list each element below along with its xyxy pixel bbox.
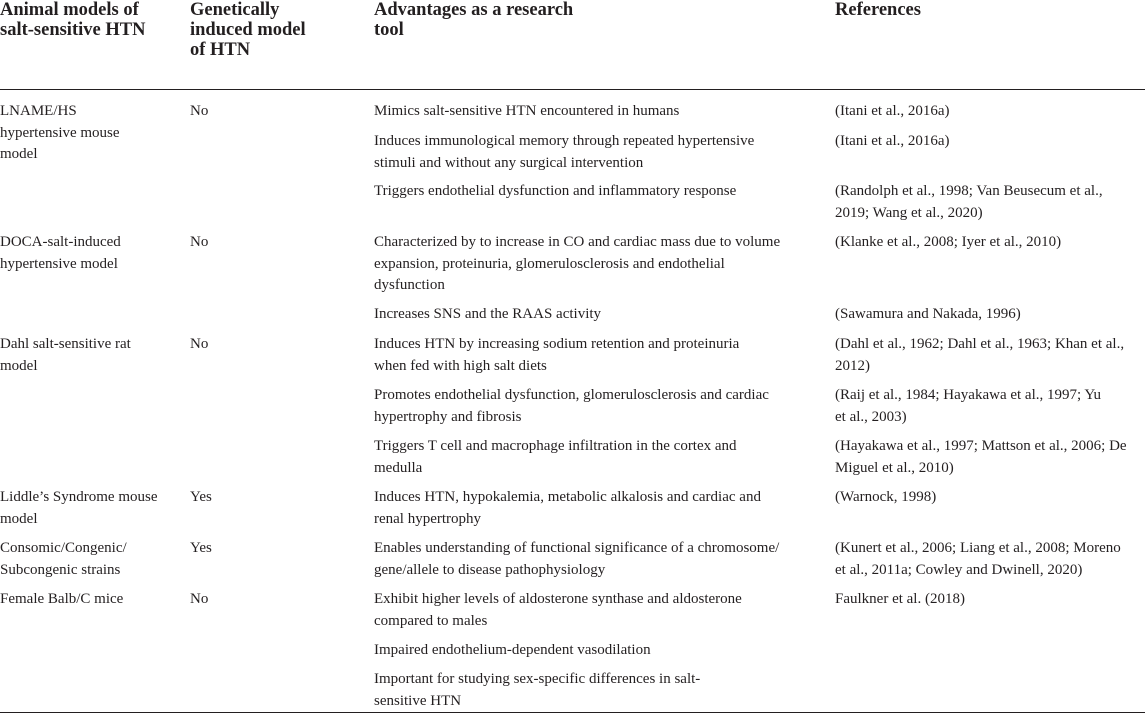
model-cell: Female Balb/C mice	[0, 591, 124, 607]
advantage-cell: Exhibit higher levels of aldosterone synthase and aldosterone compared to males	[374, 591, 742, 629]
model-cell: DOCA-salt-induced hypertensive model	[0, 234, 121, 272]
model-cell: Dahl salt-sensitive rat model	[0, 336, 131, 374]
advantage-cell: Mimics salt-sensitive HTN encountered in humans	[374, 103, 680, 119]
genetic-cell: No	[190, 234, 209, 250]
header-references: References	[835, 0, 921, 20]
genetic-cell: No	[190, 336, 209, 352]
header-genetically-induced: Genetically induced model of HTN	[190, 0, 306, 60]
reference-cell: (Randolph et al., 1998; Van Beusecum et al., 2019; Wang et al., 2020)	[835, 183, 1103, 221]
advantage-cell: Enables understanding of functional significance of a chromosome/ gene/allele to disease pathophysiology	[374, 540, 780, 578]
advantage-cell: Induces HTN by increasing sodium retention and proteinuria when fed with high salt diets	[374, 336, 740, 374]
reference-cell: (Itani et al., 2016a)	[835, 133, 950, 149]
reference-cell: (Kunert et al., 2006; Liang et al., 2008; Moreno et al., 2011a; Cowley and Dwinell, 2020)	[835, 540, 1121, 578]
reference-cell: (Warnock, 1998)	[835, 489, 937, 505]
reference-cell: (Hayakawa et al., 1997; Mattson et al., 2006; De Miguel et al., 2010)	[835, 438, 1127, 476]
genetic-cell: No	[190, 591, 209, 607]
model-cell: Liddle’s Syndrome mouse model	[0, 489, 158, 527]
advantage-cell: Characterized by to increase in CO and cardiac mass due to volume expansion, proteinuria, glomerulosclerosis and endothelial dysfunction	[374, 234, 781, 294]
reference-cell: (Klanke et al., 2008; Iyer et al., 2010)	[835, 234, 1062, 250]
advantage-cell: Impaired endothelium-dependent vasodilation	[374, 642, 651, 658]
table-bottom-rule	[0, 712, 1145, 713]
header-advantages: Advantages as a research tool	[374, 0, 574, 40]
header-animal-models: Animal models of salt-sensitive HTN	[0, 0, 146, 40]
advantage-cell: Increases SNS and the RAAS activity	[374, 306, 602, 322]
reference-cell: Faulkner et al. (2018)	[835, 591, 965, 607]
table-header	[0, 0, 1145, 90]
genetic-cell: Yes	[190, 540, 212, 556]
model-cell: Consomic/Congenic/ Subcongenic strains	[0, 540, 127, 578]
advantage-cell: Induces immunological memory through repeated hypertensive stimuli and without any surgical intervention	[374, 133, 755, 171]
reference-cell: (Raij et al., 1984; Hayakawa et al., 1997; Yu et al., 2003)	[835, 387, 1102, 425]
advantage-cell: Triggers T cell and macrophage infiltration in the cortex and medulla	[374, 438, 737, 476]
genetic-cell: Yes	[190, 489, 212, 505]
advantage-cell: Important for studying sex-specific differences in salt- sensitive HTN	[374, 671, 701, 709]
model-cell: LNAME/HS hypertensive mouse model	[0, 103, 120, 163]
reference-cell: (Dahl et al., 1962; Dahl et al., 1963; Khan et al., 2012)	[835, 336, 1125, 374]
reference-cell: (Itani et al., 2016a)	[835, 103, 950, 119]
reference-cell: (Sawamura and Nakada, 1996)	[835, 306, 1021, 322]
advantage-cell: Induces HTN, hypokalemia, metabolic alkalosis and cardiac and renal hypertrophy	[374, 489, 761, 527]
genetic-cell: No	[190, 103, 209, 119]
advantage-cell: Triggers endothelial dysfunction and inflammatory response	[374, 183, 737, 199]
advantage-cell: Promotes endothelial dysfunction, glomerulosclerosis and cardiac hypertrophy and fibrosis	[374, 387, 769, 425]
